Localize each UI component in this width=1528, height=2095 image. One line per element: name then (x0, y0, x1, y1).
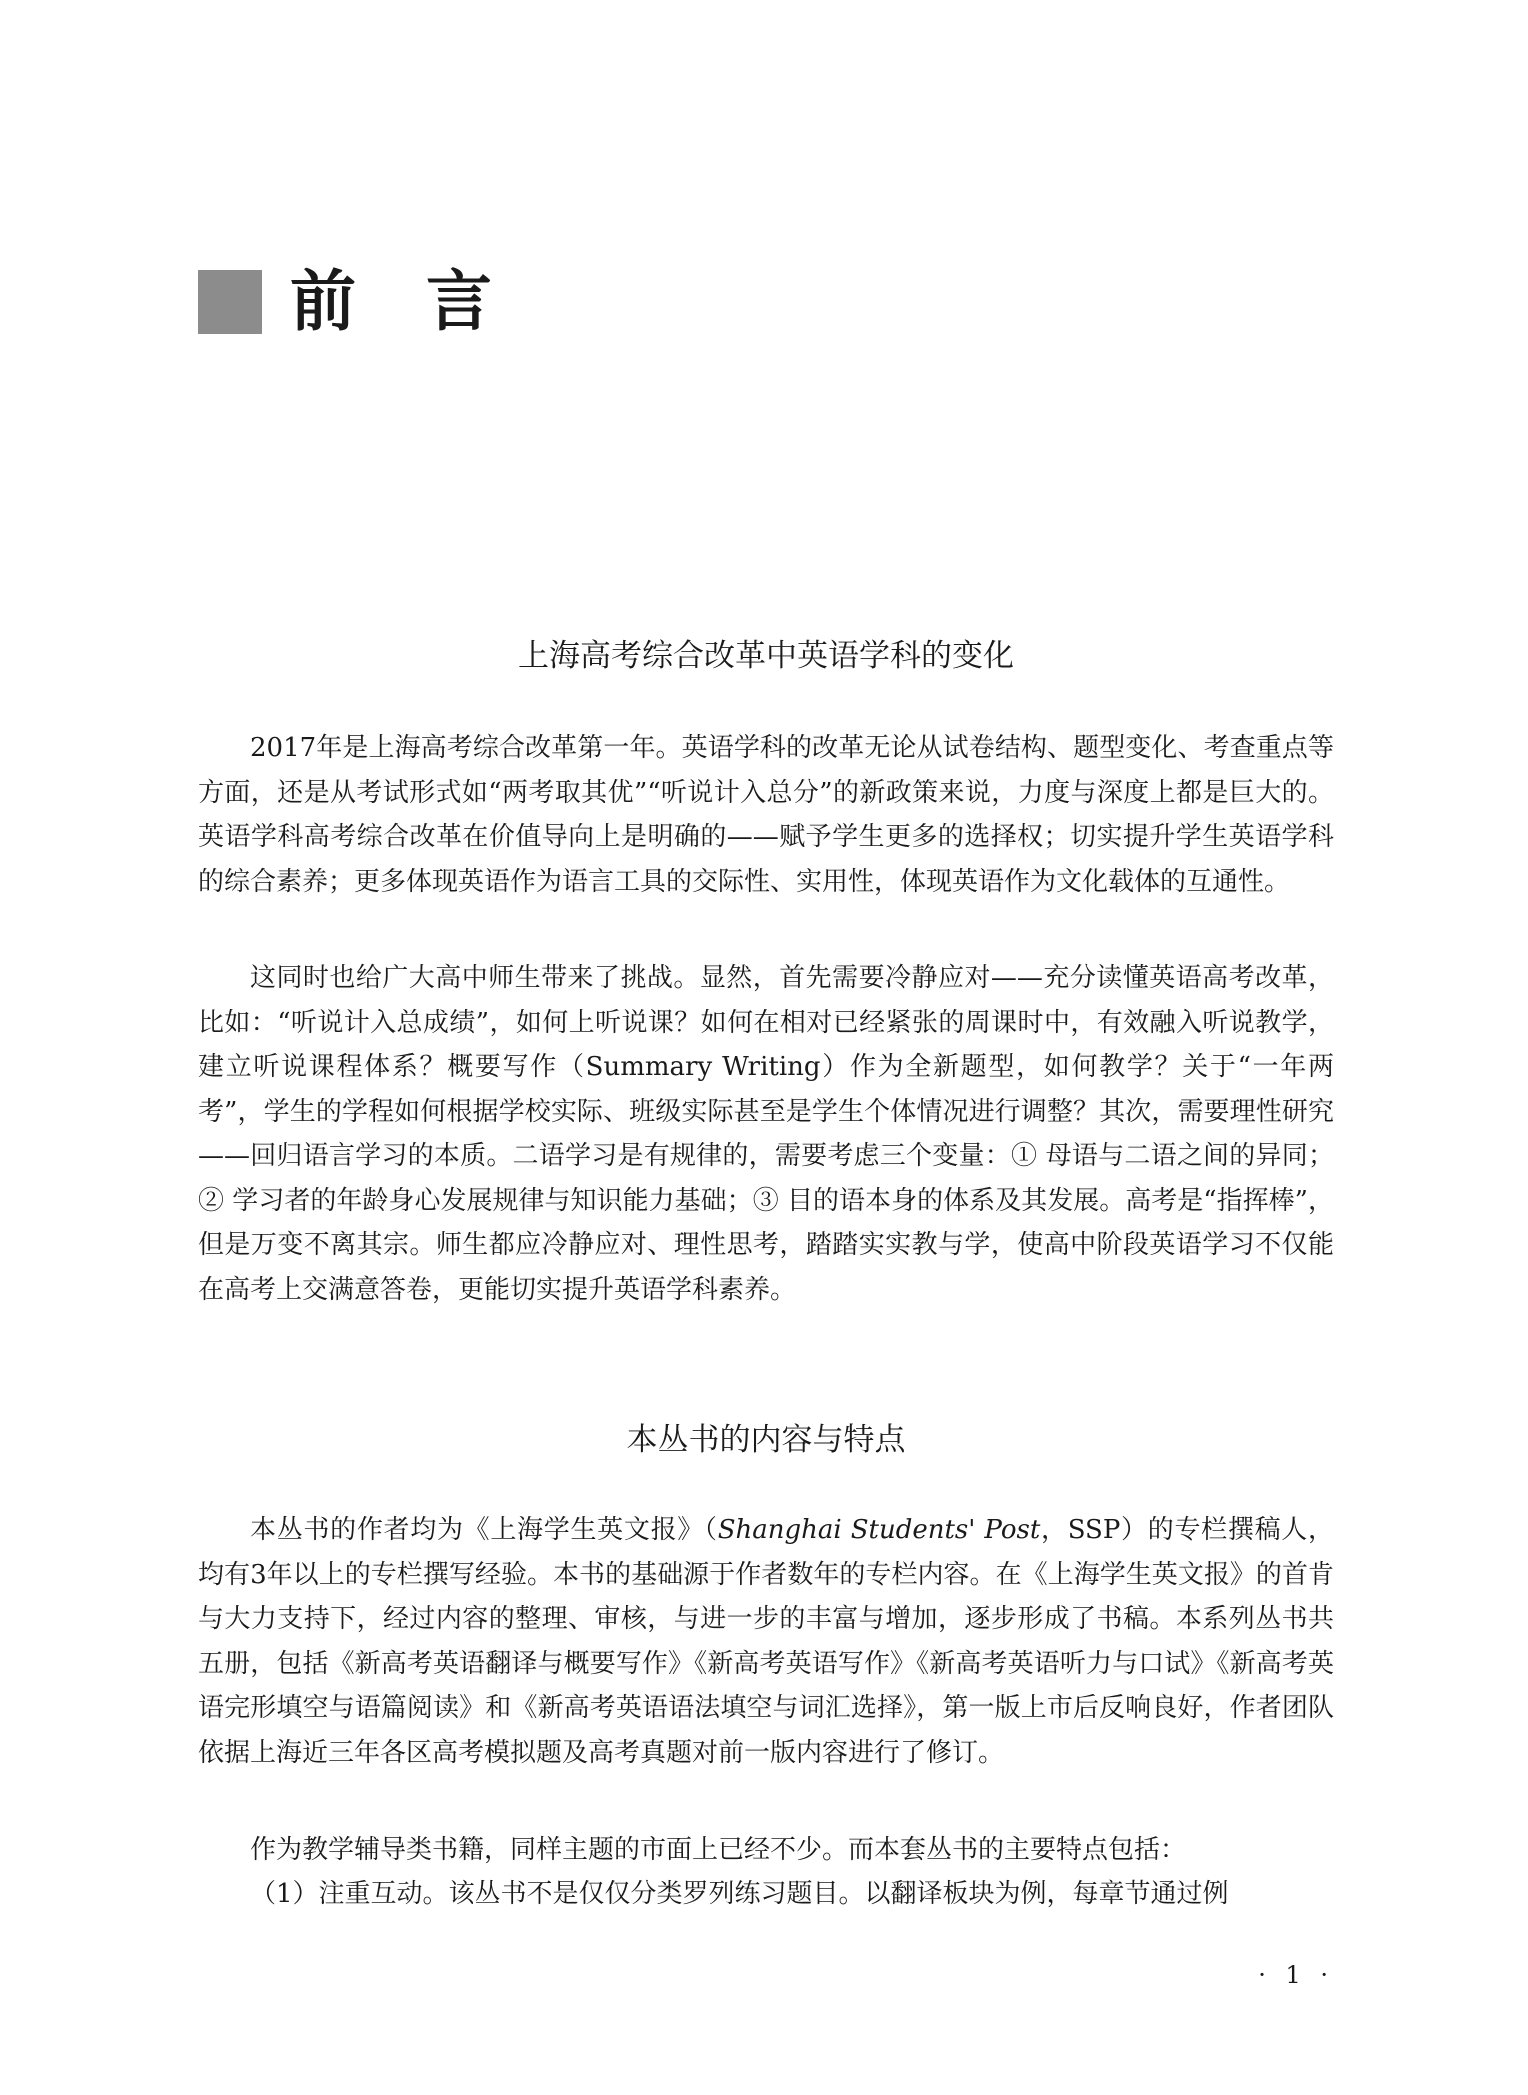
section1-paragraph-2: 这同时也给广大高中师生带来了挑战。显然，首先需要冷静应对——充分读懂英语高考改革，比如：“听说计入总成绩”，如何上听说课？如何在相对已经紧张的周课时中，有效融入听说教学，建立听说课程体系？概要写作（Summary Writing）作为全新题型，如何教学？关于“一年两考”，学生的学程如何根据学校实际、班级实际甚至是学生个体情况进行调整？其次，需要理性研究——回归语言学习的本质。二语学习是有规律的，需要考虑三个变量：① 母语与二语之间的异同；② 学习者的年龄身心发展规律与知识能力基础；③ 目的语本身的体系及其发展。高考是“指挥棒”，但是万变不离其宗。师生都应冷静应对、理性思考，踏踏实实教与学，使高中阶段英语学习不仅能在高考上交满意答卷，更能切实提升英语学科素养。 (198, 963, 1334, 1305)
section-title-series-features: 本丛书的内容与特点 (626, 1422, 906, 1458)
chapter-marker-square (198, 270, 262, 334)
newspaper-english-title: Shanghai Students' Post (717, 1515, 1041, 1545)
chapter-title: 前言 (290, 263, 562, 340)
section-title-reform-changes: 上海高考综合改革中英语学科的变化 (518, 638, 1014, 674)
section1-paragraph-1: 2017年是上海高考综合改革第一年。英语学科的改革无论从试卷结构、题型变化、考查重点等方面，还是从考试形式如“两考取其优”“听说计入总分”的新政策来说，力度与深度上都是巨大的。英语学科高考综合改革在价值导向上是明确的——赋予学生更多的选择权；切实提升学生英语学科的综合素养；更多体现英语作为语言工具的交际性、实用性，体现英语作为文化载体的互通性。 (198, 733, 1334, 897)
section2-paragraph-3: （1）注重互动。该丛书不是仅仅分类罗列练习题目。以翻译板块为例，每章节通过例 (250, 1879, 1229, 1909)
section2-paragraph-1 (198, 1508, 1334, 1775)
paragraph-text-after-title: ，SSP）的专栏撰稿人，均有3年以上的专栏撰写经验。本书的基础源于作者数年的专栏内容。在《上海学生英文报》的首肯与大力支持下，经过内容的整理、审核，与进一步的丰富与增加，逐步形成了书稿。本系列丛书共五册，包括《新高考英语翻译与概要写作》《新高考英语写作》《新高考英语听力与口试》《新高考英语完形填空与语篇阅读》和《新高考英语语法填空与词汇选择》，第一版上市后反响良好，作者团队依据上海近三年各区高考模拟题及高考真题对前一版内容进行了修订。 (198, 1515, 1334, 1768)
section2-paragraph-2: 作为教学辅导类书籍，同样主题的市面上已经不少。而本套丛书的主要特点包括： (250, 1835, 1187, 1865)
chapter-heading (198, 262, 562, 342)
paragraph-text-before-title: 本丛书的作者均为《上海学生英文报》（ (250, 1515, 718, 1545)
page-number: · 1 · (1258, 1961, 1334, 1989)
